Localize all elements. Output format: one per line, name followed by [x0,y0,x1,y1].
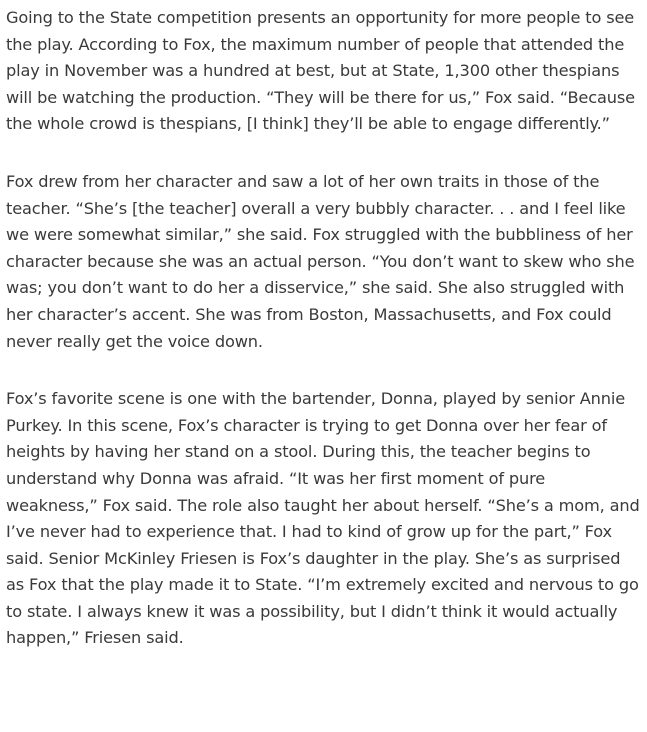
article-paragraph: Going to the State competition presents an opportunity for more people to see the play. According to Fox, the maximum number of people that attended the play in November was a hundred at best, but at State, 1,300 other thespians will be watching the production. “They will be there for us,” Fox said. “Because the whole crowd is thespians, [I think] they’ll be able to engage differently.” [6,8,635,134]
article-paragraph: Fox’s favorite scene is one with the bartender, Donna, played by senior Annie Purkey. In this scene, Fox’s character is trying to get Donna over her fear of heights by having her stand on a stool. During this, the teacher begins to understand why Donna was afraid. “It was her first moment of pure weakness,” Fox said. The role also taught her about herself. “She’s a mom, and I’ve never had to experience that. I had to kind of grow up for the part,” Fox said. Senior McKinley Friesen is Fox’s daughter in the play. She’s as surprised as Fox that the play made it to State. “I’m extremely excited and nervous to go to state. I always knew it was a possibility, but I didn’t think it would actually happen,” Friesen said. [6,389,640,648]
article-paragraph: Fox drew from her character and saw a lot of her own traits in those of the teacher. “She’s [the teacher] overall a very bubbly character. . . and I feel like we were somewhat similar,” she said. Fox struggled with the bubbliness of her character because she was an actual person. “You don’t want to skew who she was; you don’t want to do her a disservice,” she said. She also struggled with her character’s accent. She was from Boston, Massachusetts, and Fox could never really get the voice down. [6,171,635,351]
